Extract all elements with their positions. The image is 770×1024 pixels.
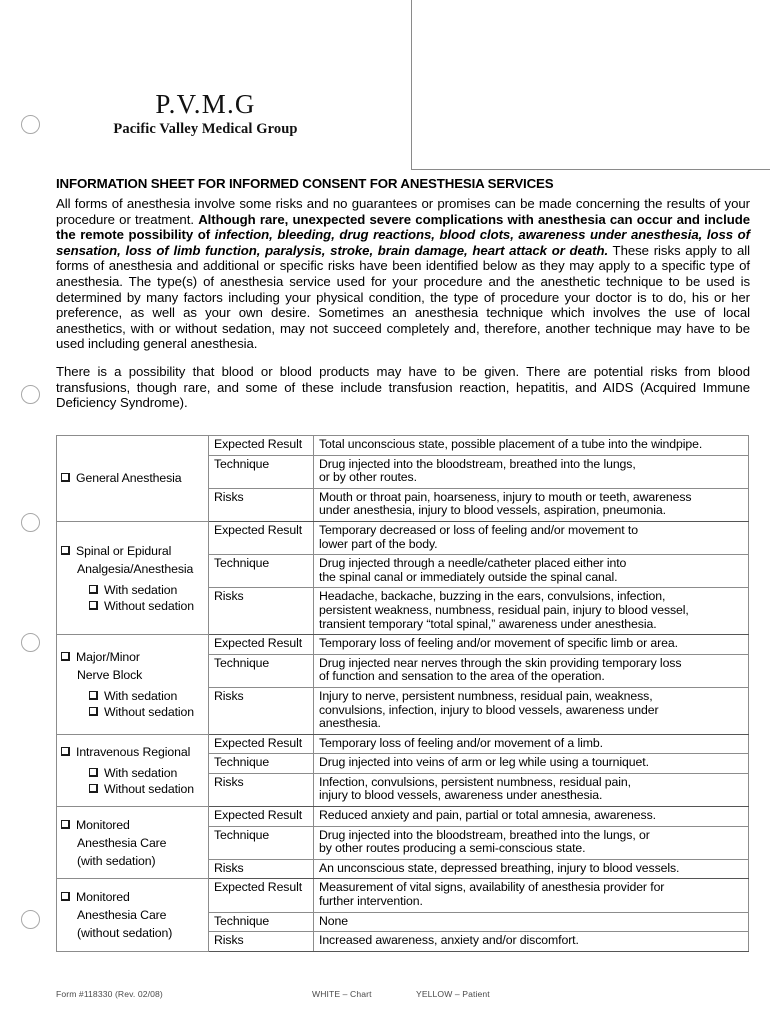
anesthesia-type-checkbox-row[interactable]: Spinal or Epidural bbox=[61, 543, 205, 559]
checkbox-icon[interactable] bbox=[89, 707, 98, 716]
table-row bbox=[57, 635, 749, 655]
field-value-cell: Drug injected into the bloodstream, breathed into the lungs, or by other routes. bbox=[314, 455, 749, 488]
checkbox-icon[interactable] bbox=[89, 601, 98, 610]
copy-distribution-yellow: YELLOW – Patient bbox=[416, 989, 490, 999]
field-label-cell: Technique bbox=[209, 912, 314, 932]
field-label-cell: Risks bbox=[209, 588, 314, 635]
field-value-cell: Drug injected near nerves through the skin providing temporary loss of function and sensation to the area of the operation. bbox=[314, 654, 749, 687]
field-label-cell: Technique bbox=[209, 555, 314, 588]
field-label-cell: Risks bbox=[209, 773, 314, 806]
anesthesia-type-checkbox-row[interactable]: Intravenous Regional bbox=[61, 744, 205, 760]
form-id: Form #118330 (Rev. 02/08) bbox=[56, 989, 163, 999]
table-row bbox=[57, 734, 749, 754]
table-row bbox=[57, 521, 749, 554]
copy-distribution-white: WHITE – Chart bbox=[312, 989, 372, 999]
intro-paragraph bbox=[56, 196, 750, 352]
intro-text-plain-2: These risks apply to all forms of anesthesia and additional or specific risks have been identified below as they may apply to a specific type of anesthesia. The type(s) of anesthesia service used for your procedure and the anesthetic technique to be used is determined by many factors including your physical condition, the type of procedure your doctor is to do, his or her preference, as well as your own desire. Sometimes an anesthesia technique which involves the use of local anesthetics, with or without sedation, may not succeed completely and, therefore, another technique may have to be used including general anesthesia. bbox=[56, 242, 750, 352]
field-value-cell: Infection, convulsions, persistent numbness, residual pain, injury to blood vessels, awareness under anesthesia. bbox=[314, 773, 749, 806]
anesthesia-type-cell bbox=[57, 734, 209, 806]
anesthesia-type-label-line: Analgesia/Anesthesia bbox=[77, 561, 194, 576]
anesthesia-type-cell bbox=[57, 879, 209, 951]
checkbox-icon[interactable] bbox=[89, 585, 98, 594]
anesthesia-type-checkbox-row[interactable]: Monitored bbox=[61, 889, 205, 905]
field-label-cell: Expected Result bbox=[209, 879, 314, 912]
sedation-option[interactable]: With sedation bbox=[61, 765, 205, 781]
field-value-cell: Temporary loss of feeling and/or movement of specific limb or area. bbox=[314, 635, 749, 655]
punch-hole bbox=[21, 513, 40, 532]
field-label-cell: Expected Result bbox=[209, 807, 314, 827]
table-row bbox=[57, 807, 749, 827]
sedation-option[interactable]: With sedation bbox=[61, 688, 205, 704]
anesthesia-type-label-line: (with sedation) bbox=[77, 853, 156, 868]
field-value-cell: None bbox=[314, 912, 749, 932]
checkbox-icon[interactable] bbox=[61, 747, 70, 756]
patient-label-box[interactable] bbox=[411, 0, 770, 170]
table-row bbox=[57, 436, 749, 456]
checkbox-icon[interactable] bbox=[89, 784, 98, 793]
field-value-cell: Temporary decreased or loss of feeling and/or movement to lower part of the body. bbox=[314, 521, 749, 554]
anesthesia-type-label-line: (without sedation) bbox=[77, 926, 173, 941]
sedation-option[interactable]: Without sedation bbox=[61, 598, 205, 614]
document-body bbox=[56, 176, 750, 411]
page-title: INFORMATION SHEET FOR INFORMED CONSENT FOR ANESTHESIA SERVICES bbox=[56, 176, 554, 191]
field-value-cell: Total unconscious state, possible placement of a tube into the windpipe. bbox=[314, 436, 749, 456]
field-label-cell: Technique bbox=[209, 654, 314, 687]
field-value-cell: An unconscious state, depressed breathing, injury to blood vessels. bbox=[314, 859, 749, 879]
anesthesia-type-cell bbox=[57, 436, 209, 522]
intro-text-bold: Although rare, unexpected severe complications with anesthesia can occur and include the remote possibility of bbox=[56, 211, 750, 243]
field-label-cell: Technique bbox=[209, 455, 314, 488]
field-label-cell: Risks bbox=[209, 859, 314, 879]
field-value-cell: Headache, backache, buzzing in the ears, convulsions, infection, persistent weakness, numbness, residual pain, injury to blood vessel, transient temporary “total spinal,” awareness under anesthesia. bbox=[314, 588, 749, 635]
logo-organization-name: Pacific Valley Medical Group bbox=[113, 121, 298, 138]
checkbox-icon[interactable] bbox=[61, 820, 70, 829]
anesthesia-type-checkbox-row[interactable]: Monitored bbox=[61, 817, 205, 833]
field-value-cell: Drug injected into veins of arm or leg while using a tourniquet. bbox=[314, 754, 749, 774]
field-label-cell: Expected Result bbox=[209, 521, 314, 554]
field-label-cell: Expected Result bbox=[209, 436, 314, 456]
field-label-cell: Technique bbox=[209, 826, 314, 859]
checkbox-icon[interactable] bbox=[61, 652, 70, 661]
anesthesia-type-cell bbox=[57, 635, 209, 735]
anesthesia-type-label-line: Anesthesia Care bbox=[77, 835, 167, 850]
logo-initials: P.V.M.G bbox=[155, 89, 256, 119]
anesthesia-type-label-line: Anesthesia Care bbox=[77, 908, 167, 923]
field-value-cell: Drug injected through a needle/catheter placed either into the spinal canal or immediately outside the spinal canal. bbox=[314, 555, 749, 588]
anesthesia-type-cell bbox=[57, 807, 209, 879]
anesthesia-type-checkbox-row[interactable]: General Anesthesia bbox=[61, 470, 205, 486]
field-label-cell: Technique bbox=[209, 754, 314, 774]
transfusion-paragraph: There is a possibility that blood or blood products may have to be given. There are potential risks from blood transfusions, though rare, and some of these include transfusion reaction, hepatitis, and AIDS (Acquired Immune Deficiency Syndrome). bbox=[56, 363, 750, 411]
clinic-logo bbox=[0, 90, 411, 138]
anesthesia-type-cell bbox=[57, 521, 209, 634]
field-label-cell: Risks bbox=[209, 488, 314, 521]
field-value-cell: Increased awareness, anxiety and/or discomfort. bbox=[314, 932, 749, 952]
checkbox-icon[interactable] bbox=[89, 691, 98, 700]
field-label-cell: Risks bbox=[209, 687, 314, 734]
field-value-cell: Drug injected into the bloodstream, breathed into the lungs, or by other routes producing a semi-conscious state. bbox=[314, 826, 749, 859]
checkbox-icon[interactable] bbox=[61, 473, 70, 482]
checkbox-icon[interactable] bbox=[61, 546, 70, 555]
intro-text-plain-1: All forms of anesthesia involve some risks and no guarantees or promises can be made concerning the results of your procedure or treatment. bbox=[56, 196, 750, 227]
field-label-cell: Risks bbox=[209, 932, 314, 952]
anesthesia-types-table bbox=[56, 435, 749, 952]
checkbox-icon[interactable] bbox=[61, 892, 70, 901]
field-value-cell: Mouth or throat pain, hoarseness, injury to mouth or teeth, awareness under anesthesia, injury to blood vessels, aspiration, pneumonia. bbox=[314, 488, 749, 521]
sedation-option[interactable]: Without sedation bbox=[61, 704, 205, 720]
sedation-option[interactable]: Without sedation bbox=[61, 781, 205, 797]
field-value-cell: Temporary loss of feeling and/or movement of a limb. bbox=[314, 734, 749, 754]
field-label-cell: Expected Result bbox=[209, 734, 314, 754]
field-label-cell: Expected Result bbox=[209, 635, 314, 655]
punch-hole bbox=[21, 385, 40, 404]
field-value-cell: Measurement of vital signs, availability of anesthesia provider for further intervention. bbox=[314, 879, 749, 912]
field-value-cell: Injury to nerve, persistent numbness, residual pain, weakness, convulsions, infection, injury to blood vessels, awareness under anesthesia. bbox=[314, 687, 749, 734]
intro-text-bold-italic: infection, bleeding, drug reactions, blood clots, awareness under anesthesia, loss of sensation, loss of limb function, paralysis, stroke, brain damage, heart attack or death. bbox=[56, 227, 750, 258]
field-value-cell: Reduced anxiety and pain, partial or total amnesia, awareness. bbox=[314, 807, 749, 827]
sedation-option[interactable]: With sedation bbox=[61, 582, 205, 598]
punch-hole bbox=[21, 633, 40, 652]
table-row bbox=[57, 879, 749, 912]
anesthesia-type-label-line: Nerve Block bbox=[77, 667, 143, 682]
checkbox-icon[interactable] bbox=[89, 768, 98, 777]
punch-hole bbox=[21, 910, 40, 929]
anesthesia-type-checkbox-row[interactable]: Major/Minor bbox=[61, 649, 205, 665]
